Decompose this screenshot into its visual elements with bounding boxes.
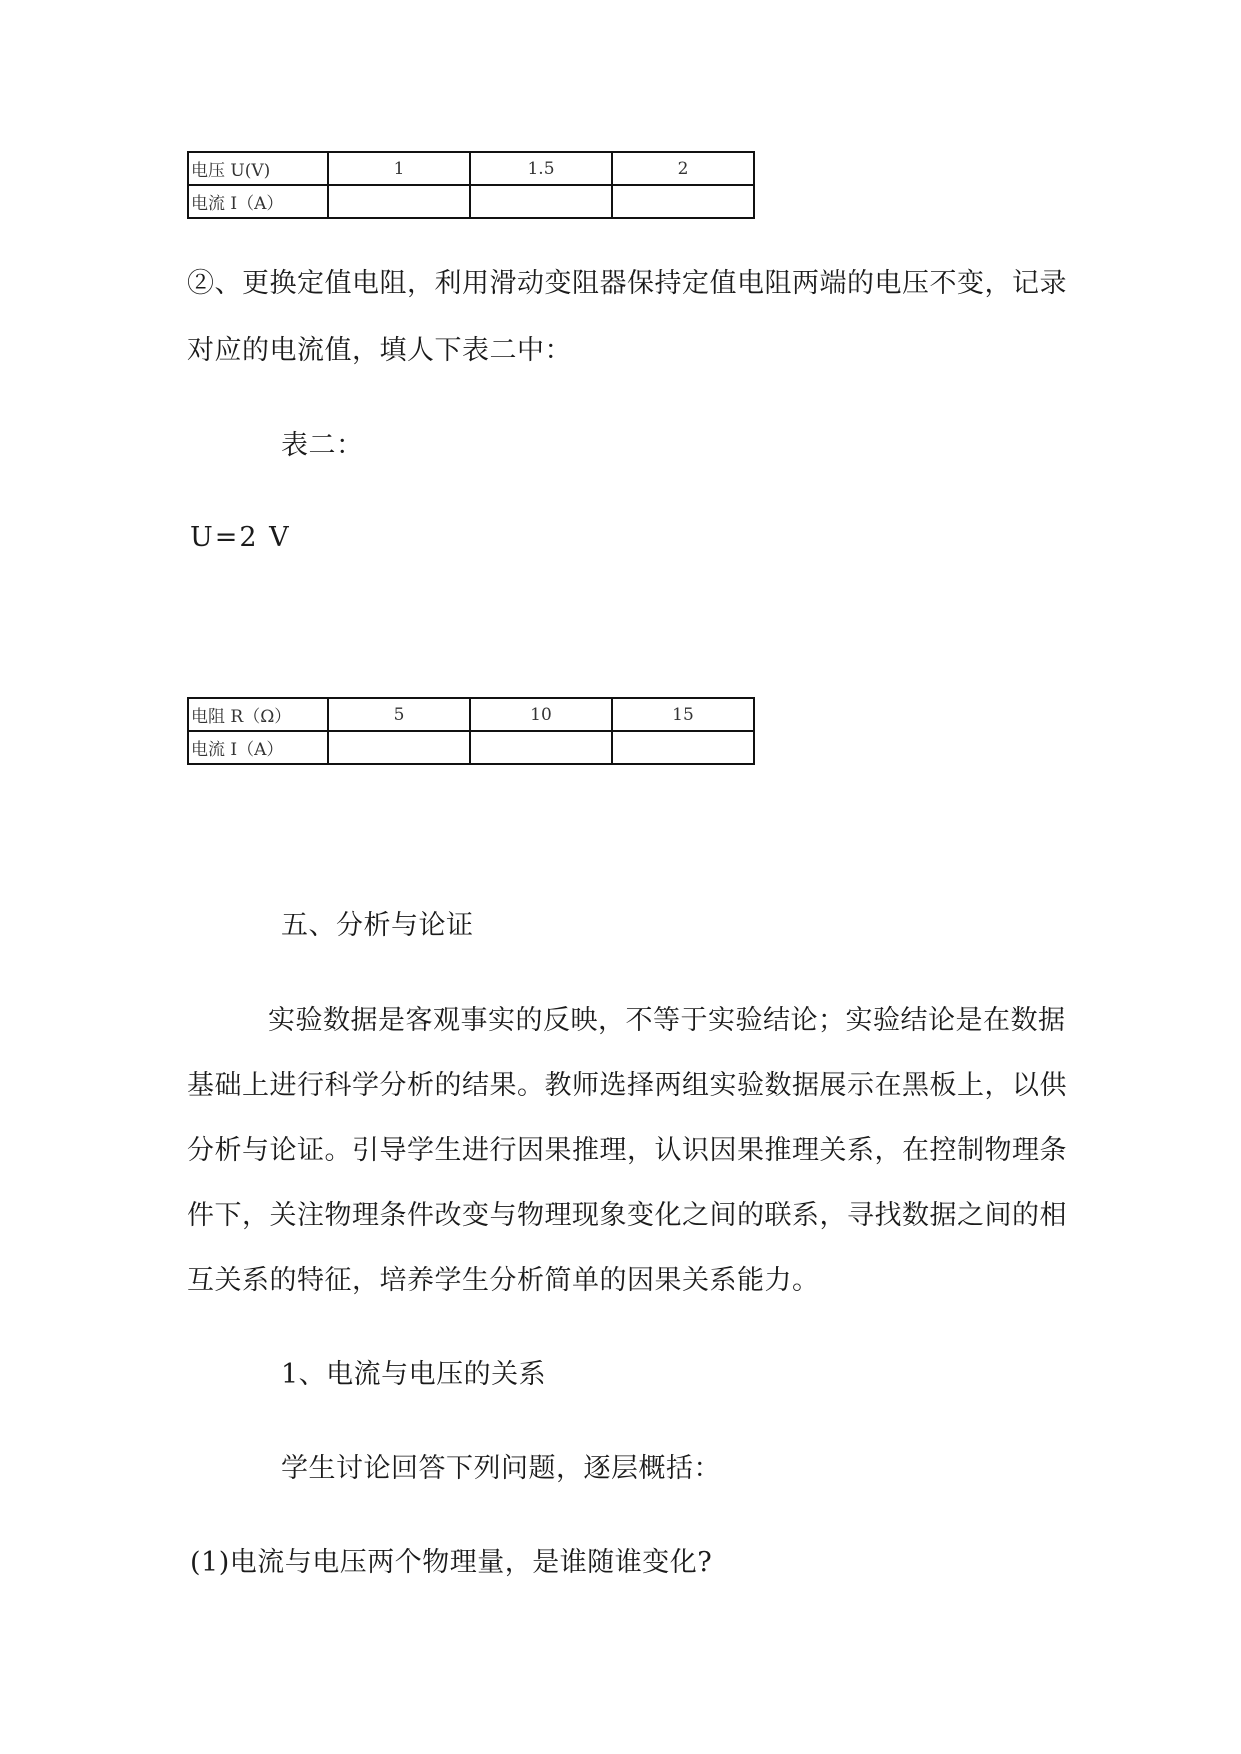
row-label-current: 电流 I（A）: [188, 731, 328, 764]
table2-title: 表二：: [281, 430, 364, 461]
question-1: (1)电流与电压两个物理量，是谁随谁变化?: [190, 1547, 713, 1578]
row-label-resistance: 电阻 R（Ω）: [188, 698, 328, 731]
subsection-heading: 1、电流与电压的关系: [281, 1359, 547, 1390]
voltage-current-table: [187, 151, 755, 219]
paragraph-line: 基础上进行科学分析的结果。教师选择两组实验数据展示在黑板上，以供: [187, 1070, 1067, 1101]
table-row: [188, 152, 754, 185]
discussion-intro: 学生讨论回答下列问题，逐层概括：: [281, 1453, 721, 1484]
resistance-current-table: [187, 697, 755, 765]
table-cell: 1.5: [470, 152, 612, 185]
table-cell: 5: [328, 698, 470, 731]
table-row: [188, 185, 754, 218]
table-cell-empty: [328, 731, 470, 764]
paragraph-line: 分析与论证。引导学生进行因果推理，认识因果推理关系，在控制物理条: [187, 1135, 1067, 1166]
table-cell-empty: [612, 731, 754, 764]
table-row: [188, 731, 754, 764]
table-cell: 1: [328, 152, 470, 185]
section5-heading: 五、分析与论证: [281, 910, 474, 941]
table-cell-empty: [470, 731, 612, 764]
table-cell: 10: [470, 698, 612, 731]
table-cell-empty: [612, 185, 754, 218]
table-cell: 2: [612, 152, 754, 185]
step2-line2: 对应的电流值，填人下表二中：: [187, 335, 572, 366]
table-row: [188, 698, 754, 731]
paragraph-line: 件下，关注物理条件改变与物理现象变化之间的联系，寻找数据之间的相: [187, 1200, 1067, 1231]
voltage-note: U=2 V: [190, 522, 291, 553]
table-cell-empty: [470, 185, 612, 218]
table-cell-empty: [328, 185, 470, 218]
paragraph-line: 互关系的特征，培养学生分析简单的因果关系能力。: [187, 1265, 820, 1296]
step2-line1: ②、更换定值电阻，利用滑动变阻器保持定值电阻两端的电压不变，记录: [187, 268, 1067, 299]
row-label-current: 电流 I（A）: [188, 185, 328, 218]
row-label-voltage: 电压 U(V): [188, 152, 328, 185]
table-cell: 15: [612, 698, 754, 731]
paragraph-line: 实验数据是客观事实的反映，不等于实验结论；实验结论是在数据: [268, 1005, 1066, 1036]
